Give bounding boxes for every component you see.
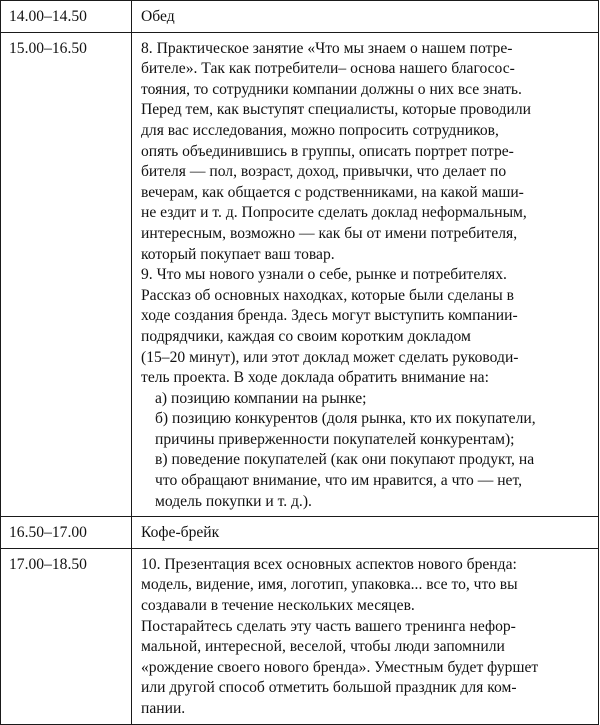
description-line: «рождение своего нового бренда». Уместным будет фуршет xyxy=(141,658,539,676)
description-line: интересным, возможно — как бы от имени потребителя, xyxy=(141,224,518,242)
description-line: Обед xyxy=(141,8,175,25)
time-text: 15.00–16.50 xyxy=(9,39,87,57)
description-line: создавали в течение нескольких месяцев. xyxy=(141,597,415,615)
description-cell xyxy=(132,548,599,724)
description-line: тояния, то сотрудники компании должны о них все знать. xyxy=(141,80,522,98)
description-line: тель проекта. В ходе доклада обратить внимание на: xyxy=(141,369,489,387)
list-item-c: в) поведение покупателей (как они покупают продукт, на xyxy=(155,451,535,469)
description-line: ходе создания бренда. Здесь могут выступить компании- xyxy=(141,307,518,325)
time-cell xyxy=(1,548,132,724)
list-item-c-continued: модель покупки и т. д.). xyxy=(155,492,312,510)
description-cell xyxy=(132,517,599,549)
description-cell xyxy=(132,1,599,33)
time-cell xyxy=(1,32,132,517)
time-text: 14.00–14.50 xyxy=(9,8,87,25)
description-line: подрядчики, каждая со своим коротким докладом xyxy=(141,327,471,345)
description-line: 9. Что мы нового узнали о себе, рынке и потребителях. xyxy=(141,266,507,284)
description-line: бителе». Так как потребители– основа нашего благосос- xyxy=(141,60,515,78)
description-line: вечерам, как общается с родственниками, на какой маши- xyxy=(141,183,524,201)
description-line: мальной, интересной, веселой, чтобы люди запомнили xyxy=(141,638,505,656)
description-line: который покупает ваш товар. xyxy=(141,245,335,263)
description-line: опять объединившись в группы, описать портрет потре- xyxy=(141,142,514,160)
description-line: или другой способ отметить большой праздник для ком- xyxy=(141,679,517,697)
time-cell xyxy=(1,1,132,33)
description-line: бителя — пол, возраст, доход, привычки, что делает по xyxy=(141,163,507,181)
description-line: Перед тем, как выступят специалисты, которые проводили xyxy=(141,101,531,119)
time-text: 16.50–17.00 xyxy=(9,524,87,542)
time-text: 17.00–18.50 xyxy=(9,555,87,573)
description-line: Постарайтесь сделать эту часть вашего тренинга нефор- xyxy=(141,617,516,635)
table-row xyxy=(1,548,599,724)
time-cell xyxy=(1,517,132,549)
description-line: 8. Практическое занятие «Что мы знаем о нашем потре- xyxy=(141,39,513,57)
table-row xyxy=(1,1,599,33)
table-row xyxy=(1,32,599,517)
list-item-c-continued: что обращают внимание, что им нравится, а что — нет, xyxy=(155,472,523,490)
description-line: для вас исследования, можно попросить сотрудников, xyxy=(141,121,499,139)
description-line: Рассказ об основных находках, которые были сделаны в xyxy=(141,286,514,304)
description-cell xyxy=(132,32,599,517)
list-item-b: б) позицию конкурентов (доля рынка, кто их покупатели, xyxy=(155,410,536,428)
list-item-b-continued: причины приверженности покупателей конкурентам); xyxy=(155,430,515,448)
description-line: пании. xyxy=(141,700,186,717)
description-line: (15–20 минут), или этот доклад может сделать руководи- xyxy=(141,348,519,366)
table-row xyxy=(1,517,599,549)
description-line: не ездит и т. д. Попросите сделать доклад неформальным, xyxy=(141,204,527,222)
description-line: Кофе-брейк xyxy=(141,524,220,542)
list-item-a: а) позицию компании на рынке; xyxy=(155,389,367,407)
description-line: модель, видение, имя, логотип, упаковка... все то, что вы xyxy=(141,576,518,594)
description-line: 10. Презентация всех основных аспектов нового бренда: xyxy=(141,555,517,573)
